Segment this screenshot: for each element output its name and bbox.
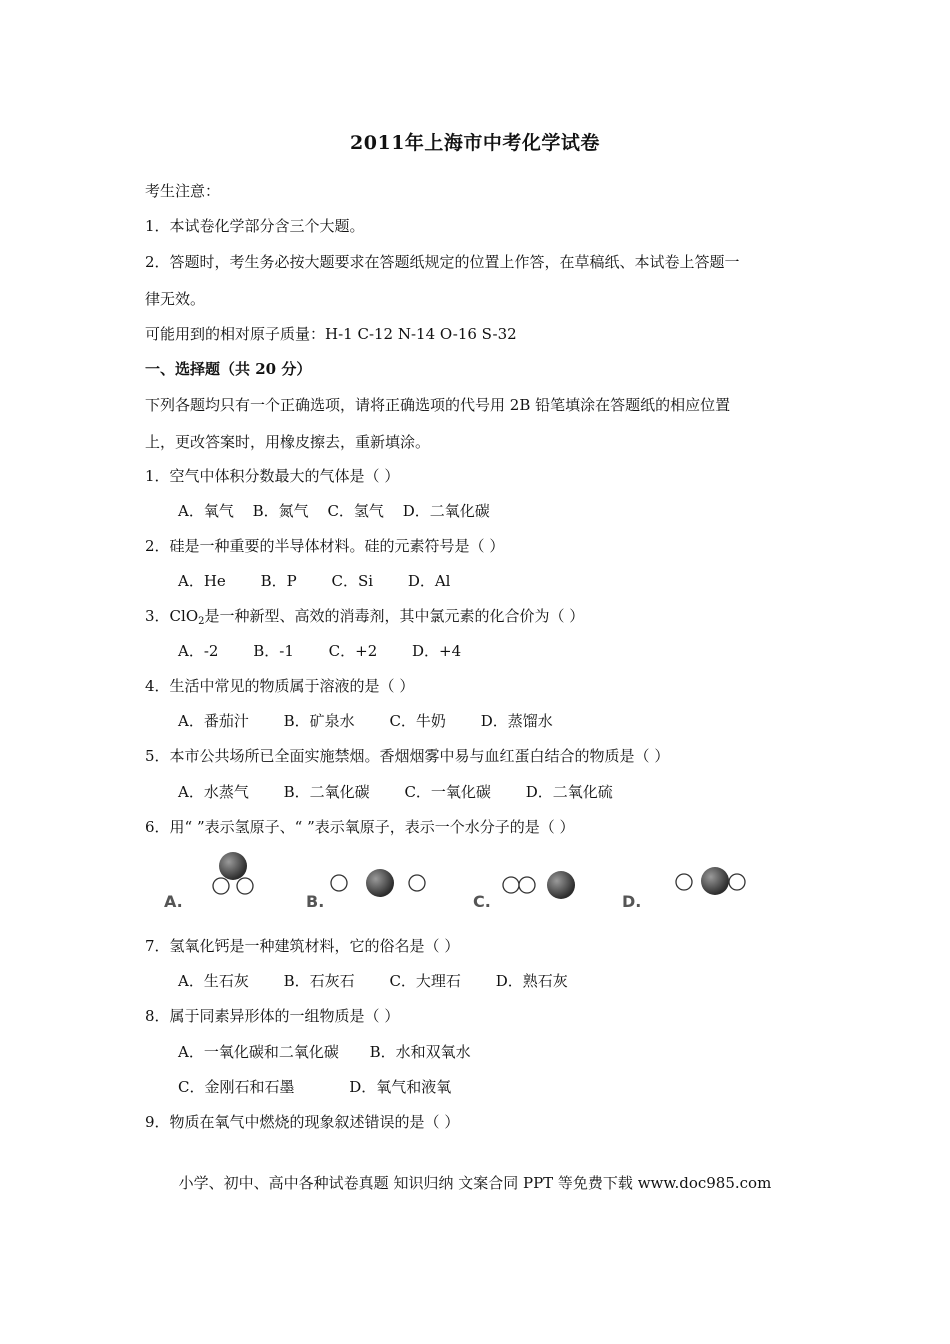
option-a: A．氧气 [178, 502, 234, 520]
molecule-options [160, 848, 770, 918]
section-instruction-cont: 上，更改答案时，用橡皮擦去，重新填涂。 [145, 433, 431, 451]
question-2-stem: 2．硅是一种重要的半导体材料。硅的元素符号是（ ） [145, 537, 505, 555]
page-title: 2011年上海市中考化学试卷 [350, 132, 600, 154]
option-a: A．生石灰 [178, 972, 249, 990]
question-5-stem: 5．本市公共场所已全面实施禁烟。香烟烟雾中易与血红蛋白结合的物质是（ ） [145, 747, 670, 765]
option-d: D．氧气和液氧 [349, 1078, 452, 1096]
question-8-options-row1 [178, 1042, 485, 1062]
option-a: A．He [178, 572, 226, 590]
question-8-stem: 8．属于同素异形体的一组物质是（ ） [145, 1007, 400, 1025]
question-8-options-row2 [178, 1077, 465, 1097]
question-9-stem: 9．物质在氧气中燃烧的现象叙述错误的是（ ） [145, 1113, 460, 1131]
option-a: A．番茄汁 [178, 712, 249, 730]
option-b: B．石灰石 [283, 972, 355, 990]
oxygen-atom [366, 869, 394, 897]
molecule-b-label: B. [306, 892, 325, 911]
hydrogen-atom [519, 877, 535, 893]
molecule-d-diagram [670, 866, 750, 900]
hydrogen-atom [237, 878, 253, 894]
question-2-options [178, 571, 481, 591]
question-5-options [178, 782, 643, 802]
notice-item-2: 2．答题时，考生务必按大题要求在答题纸规定的位置上作答，在草稿纸、本试卷上答题一 [145, 253, 740, 271]
option-b: B．氮气 [252, 502, 309, 520]
question-6-stem: 6．用“ ”表示氢原子、“ ”表示氧原子，表示一个水分子的是（ ） [145, 818, 575, 836]
option-c: C．Si [331, 572, 374, 590]
option-c: C．大理石 [389, 972, 461, 990]
notice-item-2-cont: 律无效。 [145, 290, 206, 308]
option-b: B．二氧化碳 [283, 783, 370, 801]
question-4-options [178, 711, 583, 731]
hydrogen-atom [213, 878, 229, 894]
question-1-options [178, 501, 504, 521]
oxygen-atom [701, 867, 729, 895]
option-d: D．二氧化碳 [402, 502, 490, 520]
question-4-stem: 4．生活中常见的物质属于溶液的是（ ） [145, 677, 415, 695]
oxygen-atom [219, 852, 247, 880]
option-c: C．+2 [328, 642, 378, 660]
hydrogen-atom [729, 874, 745, 890]
hydrogen-atom [331, 875, 347, 891]
section-instruction: 下列各题均只有一个正确选项，请将正确选项的代号用 2B 铅笔填涂在答题纸的相应位置 [145, 396, 731, 414]
question-7-options [178, 971, 598, 991]
option-c: C．氢气 [327, 502, 384, 520]
question-7-stem: 7．氢氧化钙是一种建筑材料，它的俗名是（ ） [145, 937, 460, 955]
question-3-options [178, 641, 491, 661]
option-d: D．Al [407, 572, 451, 590]
question-1-stem: 1．空气中体积分数最大的气体是（ ） [145, 467, 400, 485]
molecule-a-label: A. [164, 892, 183, 911]
option-b: B．P [260, 572, 297, 590]
notice-heading: 考生注意： [145, 182, 221, 200]
molecule-c-diagram [495, 868, 585, 902]
option-c: C．一氧化碳 [404, 783, 491, 801]
atomic-mass-list: 可能用到的相对原子质量：H-1 C-12 N-14 O-16 S-32 [145, 325, 517, 343]
option-b: B．水和双氧水 [369, 1043, 471, 1061]
molecule-c-label: C. [473, 892, 491, 911]
oxygen-atom [547, 871, 575, 899]
section-heading: 一、选择题（共 20 分） [145, 360, 312, 378]
option-d: D．+4 [412, 642, 462, 660]
option-b: B．矿泉水 [283, 712, 355, 730]
hydrogen-atom [503, 877, 519, 893]
option-d: D．蒸馏水 [480, 712, 553, 730]
hydrogen-atom [676, 874, 692, 890]
option-d: D．二氧化硫 [525, 783, 613, 801]
notice-item-1: 1．本试卷化学部分含三个大题。 [145, 217, 365, 235]
hydrogen-atom [409, 875, 425, 891]
molecule-b-diagram [325, 868, 435, 902]
question-3-stem [145, 606, 584, 632]
option-a: A．-2 [178, 642, 219, 660]
option-d: D．熟石灰 [495, 972, 568, 990]
option-b: B．-1 [253, 642, 294, 660]
molecule-a-diagram [205, 848, 265, 900]
question-3-stem-post: 是一种新型、高效的消毒剂，其中氯元素的化合价为（ ） [204, 607, 585, 625]
option-a: A．一氧化碳和二氧化碳 [178, 1043, 339, 1061]
question-3-stem-subscript: 2 [198, 616, 205, 627]
option-a: A．水蒸气 [178, 783, 249, 801]
option-c: C．牛奶 [389, 712, 446, 730]
question-3-stem-pre: 3．ClO [145, 607, 199, 625]
option-c: C．金刚石和石墨 [178, 1078, 295, 1096]
page-footer: 小学、初中、高中各种试卷真题 知识归纳 文案合同 PPT 等免费下载 www.doc985.com [178, 1174, 772, 1192]
molecule-d-label: D. [622, 892, 642, 911]
